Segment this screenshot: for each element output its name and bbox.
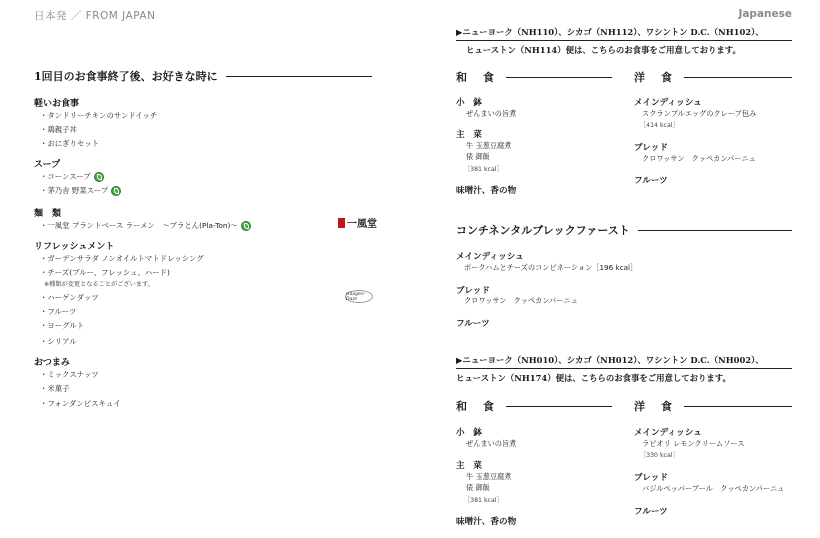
calorie-label: ［414 kcal］ [640,122,679,129]
category-soup: スープ [34,160,61,170]
main-dish-label: メインディッシュ [634,428,702,438]
main-dish-label: メインディッシュ [456,252,524,262]
fruit-label: フルーツ [634,507,668,517]
flight-notice-1-line1: ▶ニューヨーク（NH110）、シカゴ（NH112）、ワシントン D.C.（NH102）、 [456,27,764,37]
list-item: ・茅乃舎 野菜スープ [40,185,121,196]
flight-notice-2-line1: ▶ニューヨーク（NH010）、シカゴ（NH012）、ワシントン D.C.（NH002）、 [456,355,764,365]
list-item: ・ハーゲンダッツ [40,293,99,302]
fruit-label: フルーツ [456,319,490,329]
bread-label: ブレッド [456,286,490,296]
miso-pickles-label: 味噌汁、香の物 [456,517,517,527]
calorie-label: ［381 kcal］ [464,166,503,173]
shusai-dish: 俵 御飯 [466,152,490,161]
fruit-label: フルーツ [634,176,668,186]
kobachi-dish: ぜんまいの旨煮 [466,439,517,448]
page-header-left: 日本発 ／ FROM JAPAN [34,10,156,22]
list-item: ・鶏親子丼 [40,125,77,134]
main-dish-label: メインディッシュ [634,98,702,108]
flight-notice-2-line2: ヒューストン（NH174）便は、こちらのお食事をご用意しております。 [456,373,731,383]
category-light-meal: 軽いお食事 [34,99,80,109]
vegetarian-leaf-icon [94,172,104,182]
shusai-dish: 牛 玉葱豆腐煮 [466,141,512,150]
list-item: ・ヨーグルト [40,321,85,330]
bread-items: クロワッサン クッペカンパーニュ [464,296,578,305]
shusai-dish: 俵 御飯 [466,483,490,492]
yoshoku-title: 洋 食 [634,398,792,414]
vegetarian-leaf-icon [111,186,121,196]
main-dish: ポークハムとチーズのコンビネーション［196 kcal］ [464,263,638,272]
bread-items: クロワッサン クッペカンパーニュ [642,154,756,163]
list-item: ・ミックスナッツ [40,370,99,379]
calorie-label: ［381 kcal］ [464,497,503,504]
list-item: ・一風堂 プラントベース ラーメン 〜プラとん(Pla-Ton)〜 [40,220,251,231]
notice-divider [456,368,792,369]
kobachi-dish: ぜんまいの旨煮 [466,109,517,118]
main-dish: スクランブルエッグのクレープ包み [642,109,757,118]
category-snacks: おつまみ [34,358,70,368]
bread-label: ブレッド [634,143,668,153]
washoku-title: 和 食 [456,398,612,414]
list-item: ・ガーデンサラダ ノンオイルトマトドレッシング [40,254,204,263]
list-item: ・フォンダンビスキュイ [40,399,121,408]
shusai-label: 主 菜 [456,461,482,471]
bread-items: バジルペッパーブール クッペカンパーニュ [642,484,785,493]
list-item: ・タンドリーチキンのサンドイッチ [40,111,158,120]
list-item: ・おにぎりセット [40,139,100,148]
main-dish: ラビオリ レモンクリームソース [642,439,745,448]
notice-divider [456,40,792,41]
shusai-label: 主 菜 [456,130,482,140]
calorie-label: ［330 kcal］ [640,452,679,459]
page-header-language: Japanese [738,8,792,20]
variety-note: ※種類が変更となることがございます。 [44,281,154,288]
category-noodles: 麺 類 [34,209,62,219]
category-refreshment: リフレッシュメント [34,242,115,252]
left-section-title: 1回目のお食事終了後、お好きな時に [34,68,372,84]
haagen-dazs-logo: Häagen-Dazs [345,290,373,303]
ippudo-logo: 一風堂 [338,215,377,230]
kobachi-label: 小 鉢 [456,98,482,108]
list-item: ・コーンスープ [40,171,104,182]
list-item: ・チーズ(ブルー、フレッシュ、ハード) [40,268,170,277]
yoshoku-title: 洋 食 [634,69,792,85]
list-item: ・フルーツ [40,307,77,316]
continental-title: コンチネンタルブレックファースト [456,222,792,238]
shusai-dish: 牛 玉葱豆腐煮 [466,472,512,481]
flight-notice-1-line2: ヒューストン（NH114）便は、こちらのお食事をご用意しております。 [466,45,741,55]
miso-pickles-label: 味噌汁、香の物 [456,186,517,196]
list-item: ・米菓子 [40,384,70,393]
washoku-title: 和 食 [456,69,612,85]
vegetarian-leaf-icon [241,221,251,231]
bread-label: ブレッド [634,473,668,483]
list-item: ・シリアル [40,337,77,346]
kobachi-label: 小 鉢 [456,428,482,438]
